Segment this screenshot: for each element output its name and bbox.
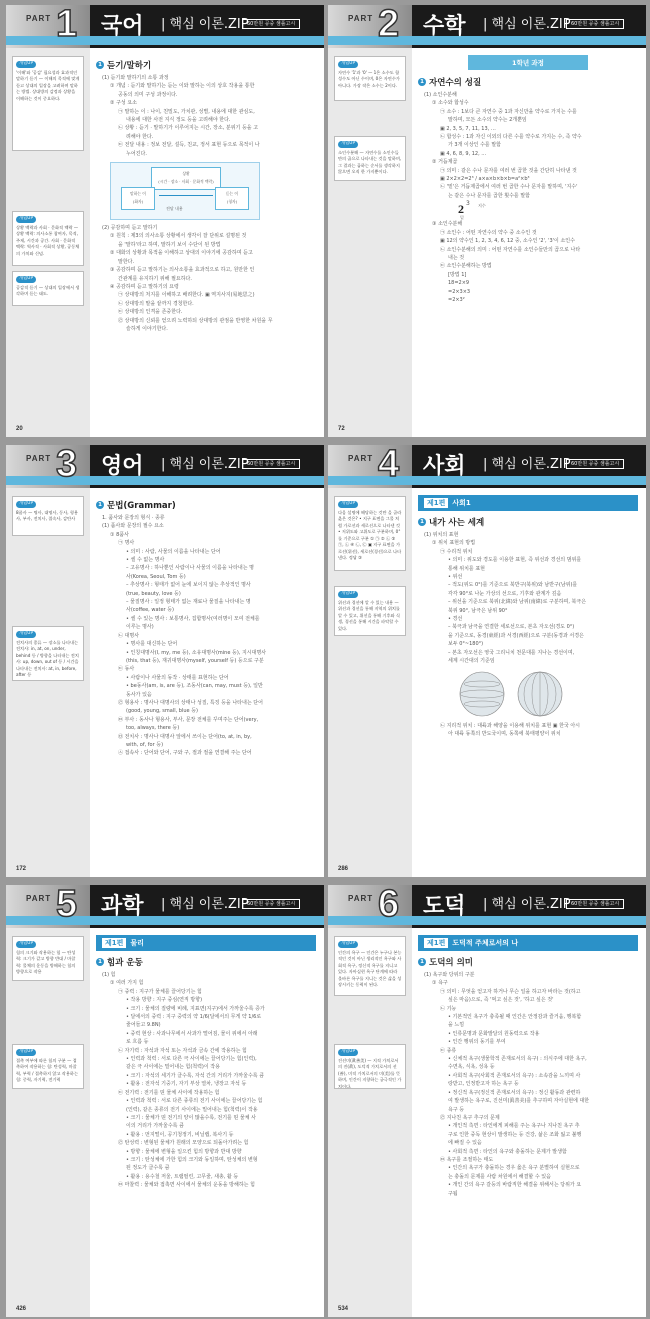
heading-number: 1 bbox=[418, 958, 426, 966]
text-line: 구됨 bbox=[448, 1190, 458, 1197]
exam-tag: 60만원 공중 샘플고시 bbox=[242, 19, 300, 29]
text-line: ③ 공감하며 듣고 말하기는 의사소통을 효과적으로 하고, 원만한 인 bbox=[110, 267, 255, 274]
concept-box bbox=[334, 136, 406, 181]
text-line: • 사람이나 사물의 동작 · 상태를 표현하는 단어 bbox=[126, 674, 229, 681]
chapter-key: 제1편 bbox=[424, 498, 448, 508]
diagram-content: 전달 내용 bbox=[166, 206, 183, 212]
text-line: 이루는 명사) bbox=[126, 624, 154, 631]
text-line: • 사회적 측면 : 타인의 욕구와 충돌하는 문제가 발생함 bbox=[448, 1148, 567, 1155]
text-line: • 인류문명과 문화발달의 원동력으로 작용 bbox=[448, 1030, 540, 1037]
concept-box bbox=[12, 56, 84, 151]
text-line: ㉢ 종류 bbox=[440, 1047, 457, 1054]
text-line: ㉤ 욕구를 조절하는 태도 bbox=[440, 1156, 494, 1163]
concept-text: '이해'와 '공감' 필요성과 효과적인 말하기 듣기 — 이해의 목적에 맞게 듣고 상대의 입장을 고려하며 말하는 방법. 상대방의 감정과 상황을 이해하는 것이 중요하다. bbox=[16, 69, 80, 101]
part-number: 5 bbox=[56, 885, 78, 925]
text-line: 동사가 있음 bbox=[126, 691, 152, 698]
page-header bbox=[328, 885, 646, 928]
text-line: – 본초 자오선은 영국 그리니치 천문대를 지나는 경선이며, bbox=[448, 649, 575, 656]
part-label: PART bbox=[26, 454, 52, 463]
concept-label: 개념UP bbox=[16, 216, 36, 223]
text-line: ㉡ 소인수분해의 의미 : 어떤 자연수를 소인수들만의 곱으로 나타 bbox=[440, 246, 581, 253]
heading bbox=[418, 956, 638, 968]
text-line: 욕구 등 bbox=[448, 1106, 465, 1113]
page-body bbox=[418, 935, 638, 1198]
chapter-bar bbox=[418, 495, 638, 511]
text-line: 1. 품사와 문장의 형식 · 종류 bbox=[102, 515, 165, 521]
page-number: 72 bbox=[338, 426, 345, 432]
heading-text: 내가 사는 세계 bbox=[429, 518, 485, 528]
text-line: • 셀 수 있는 명사 : 보통명사, 집합명사(여러명이 모여 전체를 bbox=[126, 615, 260, 622]
page-body bbox=[418, 495, 638, 738]
chapter-bar bbox=[418, 935, 638, 951]
exam-tag: 60만원 공중 샘플고시 bbox=[242, 459, 300, 469]
margin-column bbox=[328, 928, 412, 1317]
text-line: • 인간의 욕구가 충돌하는 경우 옳은 욕구 분별하여 실현으로 bbox=[448, 1165, 580, 1172]
concept-label: 개념UP bbox=[16, 276, 36, 283]
part-label: PART bbox=[348, 454, 374, 463]
concept-box bbox=[12, 1044, 84, 1089]
text-line: ㉢ 동사 bbox=[118, 666, 135, 673]
concept-label: 개념UP bbox=[338, 1049, 358, 1056]
subject-title: 도덕 bbox=[423, 894, 466, 919]
text-line: ㉠ 소인수 : 어떤 자연수의 약수 중 소수인 것 bbox=[440, 229, 537, 236]
heading-number: 1 bbox=[418, 78, 426, 86]
text-line: [방법 1] bbox=[448, 271, 467, 278]
heading-number: 1 bbox=[96, 958, 104, 966]
heading-text: 문법(Grammar) bbox=[107, 501, 176, 511]
header-accent-bar bbox=[6, 36, 324, 45]
text-line: • 크기 : 물체가 띤 전기의 양이 많을수록, 전기를 띤 물체 사 bbox=[126, 1114, 256, 1121]
text-line: 아 대륙 동쪽의 반도국이며, 동쪽에 북태평양이 위치 bbox=[448, 730, 561, 737]
text-line: 보두 0°~180°) bbox=[448, 641, 484, 648]
concept-box bbox=[12, 271, 84, 306]
text-line: • 명사를 대신하는 단어 bbox=[126, 641, 178, 648]
text-line: ① 욕구 bbox=[432, 980, 448, 987]
text-line: (true, beauty, love 등) bbox=[126, 590, 181, 597]
exam-tag: 60만원 공중 샘플고시 bbox=[566, 19, 624, 29]
concept-text: 소인수분해 — 자연수를 소인수들만의 곱으로 나타내는 것을 말하며, 그 결과는 곱하는 순서를 생각하지 않으면 오직 한 가지뿐이다. bbox=[338, 149, 402, 174]
text-line: (2) 공감하며 듣고 말하기 bbox=[102, 225, 158, 232]
text-line: ㉥ 전치사 : 명사나 대명사 앞에서 쓰이는 단어(to, at, in, by, bbox=[118, 733, 252, 740]
page-header bbox=[328, 5, 646, 48]
text-line: ㉦ 접속사 : 단어와 단어, 구와 구, 절과 절을 연결해 주는 단어 bbox=[118, 750, 252, 757]
text-line: ㉡ '밑'은 거듭제곱에서 여러 번 곱한 수나 문자를 말하며, '지수' bbox=[440, 184, 578, 191]
text-line: • 크기 : 탄성체에 가한 힘의 크기와 동일하며, 탄성체의 변형 bbox=[126, 1156, 258, 1163]
diagram-arrow bbox=[159, 195, 213, 196]
text-line: 랑받고, 인정받고자 하는 욕구 등 bbox=[448, 1081, 519, 1088]
text-line: ㉠ 명사 bbox=[118, 540, 135, 547]
subject-title: 사회 bbox=[423, 454, 466, 479]
header-accent-bar bbox=[6, 916, 324, 925]
subject-title: 영어 bbox=[101, 454, 144, 479]
text-line: ▣ 2, 3, 5, 7, 11, 13, … bbox=[440, 125, 496, 132]
text-line: ㉠ 수리적 위치 bbox=[440, 548, 473, 555]
concept-label: 개념UP bbox=[16, 1049, 36, 1056]
concept-label: 개념UP bbox=[338, 591, 358, 598]
concept-text: 다음 설명에 해당하는 것만 을 골라 옳은 것은? • 지구 표면을 그물 처럼 가로선과 세로선으로 나타낸 것 • 저위도와 고위도로 구분하며, 0°를 기준으로 구분 ① ㉠ ② ㉡ ③ ㉠, ㉡ ④ ㉡, ㉢ ▣ 지구 표면을 가로선(위선), 세로선(경선)으로 나타낸다. 정답 ③ bbox=[338, 509, 402, 560]
text-line: 슬하게 이야기한다. bbox=[126, 325, 168, 332]
text-line: 같은 극 사이에는 밀어내는 힘(척력)이 작용 bbox=[126, 1064, 220, 1071]
text-line: ② 구성 요소 bbox=[110, 100, 137, 107]
text-line: • 개인적 측면 : 타인에게 피해를 주는 욕구나 지나친 욕구 추 bbox=[448, 1123, 580, 1130]
heading-text: 자연수의 성질 bbox=[429, 78, 482, 88]
text-line: ① 위치 표현의 방법 bbox=[432, 540, 476, 547]
concept-text: 상황 맥락과 사회 · 문화적 맥락 — 상황 맥락: 의사소통 참여자, 목적, 주제, 시간과 공간. 사회 · 문화적 맥락: 역사적 · 사회적 상황, 공동체의 가치와 신념. bbox=[16, 224, 80, 256]
text-line: ㉢ 상대방의 인격을 존중한다. bbox=[118, 309, 183, 316]
concept-box bbox=[334, 586, 406, 636]
text-line: ㉠ 의미 : 무엇을 얻고자 하거나 무슨 일을 하고자 바라는 것(하고 bbox=[440, 988, 581, 995]
text-line: 로 흐름 등 bbox=[126, 1039, 149, 1046]
page-body bbox=[418, 55, 638, 304]
text-line: ㉡ 지리적 위치 : 대륙과 해양을 이용해 위치를 표현 ▣ 한국 아시 bbox=[440, 722, 580, 729]
section-title: | 핵심 이론.ZIP bbox=[483, 897, 571, 912]
concept-label: 개념UP bbox=[16, 631, 36, 638]
communication-diagram bbox=[110, 162, 260, 220]
page-number: 20 bbox=[16, 426, 23, 432]
text-line: 줄어들고 9.8N) bbox=[126, 1022, 161, 1029]
subject-title: 국어 bbox=[101, 14, 144, 39]
text-line: 공동의 의미 구성 과정이다. bbox=[118, 91, 178, 98]
chapter-name: 사회1 bbox=[452, 499, 471, 507]
concept-text: 위선과 경선에 알 수 있는 내용 — 위선과 경선을 통해 지역의 위치를 알 수 있고, 위선을 통해 기후와 식생, 경선을 통해 시간을 파악할 수 있다. bbox=[338, 599, 400, 631]
section-title: | 핵심 이론.ZIP bbox=[161, 17, 249, 32]
exam-tag: 60만원 공중 샘플고시 bbox=[566, 459, 624, 469]
page-panel bbox=[6, 445, 324, 877]
text-line: ▣ 2×2×2=2³ / a×a×b×b×b=a²×b³ bbox=[440, 176, 530, 183]
heading-number: 1 bbox=[96, 61, 104, 69]
concept-box bbox=[12, 211, 84, 266]
text-line: 는 같은 수나 문자를 곱한 횟수를 말함 bbox=[448, 192, 530, 199]
text-line: (인력), 같은 종류의 전기 사이에는 밀어내는 힘(척력)이 작용 bbox=[126, 1106, 258, 1113]
diagram-listener bbox=[215, 187, 249, 210]
part-label: PART bbox=[348, 14, 374, 23]
text-line: • 의미 : 사람, 사물의 이름을 나타내는 단어 bbox=[126, 548, 221, 555]
text-line: ④ 공감하며 듣고 말하기의 요령 bbox=[110, 283, 179, 290]
text-line: • 활용 : 전자석 기중기, 자기 부상 열차, 냉장고 자석 등 bbox=[126, 1081, 247, 1088]
section-title: | 핵심 이론.ZIP bbox=[161, 897, 249, 912]
diagram-context bbox=[151, 167, 221, 190]
concept-box bbox=[334, 56, 406, 101]
text-line: ㉣ 지나친 욕구 추구의 문제 bbox=[440, 1114, 500, 1121]
concept-label: 개념UP bbox=[338, 141, 358, 148]
text-line: (1) 듣기와 말하기의 소통 과정 bbox=[102, 75, 169, 81]
concept-text: 진선미(眞善美) — 지적 가치로서의 진(眞), 도덕적 가치로서의 선(善), 미적 가치로서의 미(美)를 뜻하며, 인간이 지향하는 궁극적인 가치이다. bbox=[338, 1057, 402, 1089]
text-line: ① 원칙 : 제3의 의사소통 상황에서 생각이 잘 단위로 설명된 것 bbox=[110, 233, 247, 240]
page-panel bbox=[328, 445, 646, 877]
text-line: (1) 품사와 문장의 필수 요소 bbox=[102, 523, 164, 530]
page-number: 286 bbox=[338, 866, 349, 872]
exam-tag: 60만원 공중 샘플고시 bbox=[242, 899, 300, 909]
concept-text: 8품사 — 명사, 대명사, 동사, 형용사, 부사, 전치사, 접속사, 감탄사 bbox=[16, 509, 78, 521]
page-number: 534 bbox=[338, 1306, 349, 1312]
concept-text: 전치사의 종류 — 장소를 나타내는 전치사: in, at, on, under, behind 등 / 방향을 나타내는 전치사: up, down, out of 등 / 시간을 나타내는 전치사: at, in, before, after 등 bbox=[16, 639, 79, 677]
concept-text: 공감적 듣기 — 상대의 입장에서 생각하며 듣는 태도. bbox=[16, 284, 80, 296]
concept-text: 자연수 '1'과 '0' — 1은 소수도 합성수도 아닌 수이며, 0은 자연수가 아니다. 가장 작은 소수는 2이다. bbox=[338, 69, 400, 88]
text-line: 북위 90°, 남극은 남위 90° bbox=[448, 607, 508, 614]
text-line: 내는 것 bbox=[448, 254, 465, 261]
concept-label: 개념UP bbox=[338, 61, 358, 68]
concept-box bbox=[12, 496, 84, 536]
text-line: 통해 위치를 표현 bbox=[448, 565, 485, 572]
globe-latitude bbox=[458, 670, 506, 718]
text-line: • 위선 bbox=[448, 574, 463, 581]
text-line: 말한다. bbox=[118, 258, 135, 265]
diagram-speaker-sub: (화자) bbox=[132, 199, 144, 205]
page-body bbox=[96, 55, 316, 333]
chapter-key: 제1편 bbox=[424, 938, 448, 948]
text-line: ㉠ 상대방의 처지를 이해하고 배려한다. ▣ 역지사지(易地思之) bbox=[118, 292, 255, 299]
globe-figures bbox=[458, 670, 638, 718]
text-line: 수면욕, 식욕, 성욕 등 bbox=[448, 1064, 495, 1071]
text-line: 누어진다. bbox=[126, 150, 147, 157]
header-accent-bar bbox=[328, 476, 646, 485]
page-number: 172 bbox=[16, 866, 27, 872]
part-label: PART bbox=[348, 894, 374, 903]
concept-box bbox=[12, 936, 84, 981]
page-panel bbox=[6, 885, 324, 1317]
section-title: | 핵심 이론.ZIP bbox=[483, 17, 571, 32]
diagram-listener-label: 듣는 이 bbox=[225, 191, 239, 197]
text-line: • 개인 간의 욕구 갈등의 바람직한 해결을 위해서는 당위가 요 bbox=[448, 1182, 582, 1189]
text-line: • 인칭대명사(I, my, me 등), 소유대명사(mine 등), 지시대명사 bbox=[126, 649, 267, 656]
power-base: 2 bbox=[458, 202, 464, 217]
text-line: ① 여러 가지 힘 bbox=[110, 980, 144, 987]
text-line: 구로 인한 중독 현상이 발생하는 등 건강, 삶은 조화 잃고 불행 bbox=[448, 1131, 582, 1138]
concept-text: 접촉 여부에 따른 힘의 구분 — 접촉하여 작용하는 힘: 탄성력, 마찰력, 부력 / 접촉하지 않고 작용하는 힘: 중력, 자기력, 전기력 bbox=[16, 1057, 78, 1082]
text-line: ① 8품사 bbox=[110, 531, 129, 538]
concept-text: 인간의 욕구 — 인간은 누구나 본능적인 것이 아닌 생리적인 욕구와 사회적 욕구, 정신적 욕구를 지니고 있다. 자아실현 욕구 단계에 따라 올바른 욕구를 지니는 것은 삶을 성장시키는 동력이 된다. bbox=[338, 949, 402, 987]
power-base-label: 밑 bbox=[460, 215, 464, 221]
heading bbox=[96, 59, 316, 71]
chapter-name: 도덕적 주체로서의 나 bbox=[452, 939, 519, 947]
page-body bbox=[96, 495, 316, 758]
text-line: ② 거듭제곱 bbox=[432, 159, 458, 166]
margin-column bbox=[6, 488, 90, 877]
part-label: PART bbox=[26, 14, 52, 23]
text-line: (this, that 등), 재귀대명사(myself, yourself 등) 등으로 구분 bbox=[126, 657, 264, 664]
page-header bbox=[6, 445, 324, 488]
text-line: ㉢ 전달 내용 : 정보 전달, 설득, 친교, 정서 표현 등으로 목적이 나 bbox=[118, 142, 260, 149]
text-line: ▣ 12의 약수인 1, 2, 3, 4, 6, 12 중, 소수인 '2', '3'이 소인수 bbox=[440, 238, 575, 245]
concept-label: 개념UP bbox=[16, 61, 36, 68]
chapter-bar bbox=[96, 935, 316, 951]
text-line: ㉤ 부사 : 동사나 형용사, 부사, 문장 전체를 꾸며주는 단어(very, bbox=[118, 716, 259, 723]
text-line: – 물질명사 : 일정 형태가 없는 재료나 물질을 나타내는 명 bbox=[126, 599, 251, 606]
power-exponent-label: 지수 bbox=[478, 203, 486, 209]
text-line: • 의미 : 위도와 경도를 이용한 표현, 즉 위선과 경선의 범위를 bbox=[448, 557, 582, 564]
concept-label: 개념UP bbox=[16, 941, 36, 948]
text-line: 에 빠질 수 있음 bbox=[448, 1140, 482, 1147]
chapter-name: 물리 bbox=[130, 939, 144, 947]
concept-box bbox=[334, 936, 406, 996]
heading-text: 듣기/말하기 bbox=[107, 61, 152, 71]
text-line: • 기본적인 욕구가 충족될 때 인간은 안정감과 즐거움, 행복함 bbox=[448, 1014, 582, 1021]
page-number: 426 bbox=[16, 1306, 27, 1312]
text-line: ㉡ 상대방의 말을 끝까지 경청한다. bbox=[118, 300, 194, 307]
section-title: | 핵심 이론.ZIP bbox=[161, 457, 249, 472]
part-number: 2 bbox=[378, 5, 400, 45]
concept-label: 개념UP bbox=[16, 501, 36, 508]
text-line: 사(Korea, Seoul, Tom 등) bbox=[126, 573, 186, 580]
part-label: PART bbox=[26, 894, 52, 903]
text-line: – 추상명사 : 형태가 없어 눈에 보이지 않는 추상적인 명사 bbox=[126, 582, 251, 589]
text-line: 간관계를 유지하기 위해 필요하다. bbox=[118, 275, 192, 282]
power-figure bbox=[458, 200, 638, 221]
part-number: 1 bbox=[56, 5, 78, 45]
text-line: 내용에 대한 사전 지식 정도 등을 고려해야 한다. bbox=[126, 117, 231, 124]
text-line: ㉡ 자기력 : 자석과 자석 또는 자석과 금속 간에 작용하는 힘 bbox=[118, 1047, 247, 1054]
text-line: 된 정도가 클수록 큼 bbox=[126, 1165, 170, 1172]
margin-column bbox=[6, 48, 90, 437]
page-header bbox=[6, 5, 324, 48]
text-line: with, of, for 등) bbox=[126, 741, 164, 748]
heading-number: 1 bbox=[418, 518, 426, 526]
text-line: – 위선을 기준으로 북위(北緯)와 남위(南緯)로 구분하며, 북극은 bbox=[448, 599, 587, 606]
text-line: – 북극과 남극을 연결한 세로선으로, 본초 자오선(경도 0°) bbox=[448, 624, 575, 631]
page-panel bbox=[328, 885, 646, 1317]
text-line: =2×3² bbox=[448, 296, 465, 303]
text-line: • 인력과 척력 : 서로 다른 극 사이에는 끌어당기는 힘(인력), bbox=[126, 1056, 257, 1063]
text-line: • be동사(am, is, are 등), 조동사(can, may, must 등), 일반 bbox=[126, 683, 263, 690]
text-line: • 달에서의 중력 : 지구 중력의 약 1/6(달에서의 무게 약 1/6로 bbox=[126, 1014, 262, 1021]
text-line: (1) 위치의 표현 bbox=[424, 532, 459, 538]
text-line: 여 발생하는 욕구로, 진선미(眞善美)를 추구하며 자아실현에 대한 bbox=[448, 1098, 590, 1105]
text-line: 각각 90°로 나눈 가상의 선으로, 기후와 관계가 깊음 bbox=[448, 590, 562, 597]
diagram-speaker bbox=[121, 187, 155, 210]
subject-title: 수학 bbox=[423, 14, 466, 39]
text-line: (good, young, small, blue 등) bbox=[126, 708, 198, 715]
text-line: 는 충돌의 문제를 사람 차원에서 해결할 수 있음 bbox=[448, 1173, 551, 1180]
text-line: (1) 힘 bbox=[102, 972, 116, 978]
text-line: ㉠ 소수 : 1보다 큰 자연수 중 1과 자신만을 약수로 가지는 수를 bbox=[440, 108, 577, 115]
diagram-listener-sub: (청자) bbox=[226, 199, 238, 205]
diagram-context-label: 상황 bbox=[182, 171, 190, 177]
text-line: ㉣ 상대방의 신뢰를 얻으려 노력하되 상대방의 관점을 반영한 차원을 무 bbox=[118, 317, 273, 324]
concept-label: 개념UP bbox=[338, 501, 358, 508]
exam-tag: 60만원 공중 샘플고시 bbox=[566, 899, 624, 909]
text-line: ▣ 4, 6, 8, 9, 12, … bbox=[440, 150, 487, 157]
text-line: • 셀 수 없는 명사 bbox=[126, 557, 165, 564]
text-line: ① 소수와 합성수 bbox=[432, 100, 469, 107]
text-line: • 크기 : 물체의 질량에 비례, 지표면(지구)에서 가까울수록 증가 bbox=[126, 1005, 265, 1012]
text-line: • 방향 : 물체에 변형을 일으킨 힘의 방향과 반대 방향 bbox=[126, 1148, 242, 1155]
part-number: 6 bbox=[378, 885, 400, 925]
text-line: 싶은 마음)으로, 즉 '먹고 싶은 것', '하고 싶은 것' bbox=[448, 997, 554, 1004]
text-line: ② 대화의 상황과 목적을 이해하고 상대의 이야기에 공감하며 듣고 bbox=[110, 250, 253, 257]
grade-label: 1학년 과정 bbox=[468, 55, 588, 70]
concept-box bbox=[334, 1044, 406, 1089]
text-line: ㉣ 형용사 : 명사나 대명사의 상태나 성질, 특징 등을 나타내는 단어 bbox=[118, 699, 263, 706]
text-line: ㉡ 기능 bbox=[440, 1005, 457, 1012]
heading bbox=[96, 956, 316, 968]
text-line: (1) 욕구와 당위의 구분 bbox=[424, 972, 475, 978]
section-title: | 핵심 이론.ZIP bbox=[483, 457, 571, 472]
page-panel bbox=[328, 5, 646, 437]
text-line: – 적도(위도 0°)를 기준으로 북반구(북위)와 남반구(남위)를 bbox=[448, 582, 578, 589]
text-line: ㉡ 합성수 : 1과 자신 이외의 다른 수를 약수로 가지는 수, 즉 약수 bbox=[440, 134, 582, 141]
concept-label: 개념UP bbox=[338, 941, 358, 948]
diagram-context-sub: (시간 · 장소 · 사회 · 문화적 맥락) bbox=[158, 179, 214, 185]
page-body bbox=[96, 935, 316, 1190]
text-line: • 작용 방향 : 지구 중심(연직 방향) bbox=[126, 997, 203, 1004]
text-line: ㉣ 탄성력 : 변형된 물체가 원래의 모양으로 되돌아가려는 힘 bbox=[118, 1140, 249, 1147]
text-line: 가 3개 이상인 수를 말함 bbox=[448, 142, 502, 149]
concept-text: 힘의 크기와 작용하는 힘 — 탄성력: 크기가 같고 방향 반대 / 마찰력: 물체의 운동을 방해하는 힘의 방향으로 작용 bbox=[16, 949, 76, 974]
header-accent-bar bbox=[6, 476, 324, 485]
text-line: 려해야 한다. bbox=[126, 133, 154, 140]
text-line: ① 개념 : 듣기와 말하기는 듣는 이와 말하는 이의 상호 작용을 통한 bbox=[110, 83, 255, 90]
text-line: • 신체적 욕구(생물학적 존재로서의 욕구) : 의식주에 대한 욕구, bbox=[448, 1056, 587, 1063]
heading-number: 1 bbox=[96, 501, 104, 509]
heading bbox=[96, 499, 316, 511]
globe-longitude bbox=[516, 670, 564, 718]
text-line: 이의 거리가 가까울수록 큼 bbox=[126, 1123, 184, 1130]
page-panel bbox=[6, 5, 324, 437]
margin-column bbox=[6, 928, 90, 1317]
heading-text: 도덕의 의미 bbox=[429, 958, 474, 968]
subject-title: 과학 bbox=[101, 894, 144, 919]
text-line: (1) 소인수분해 bbox=[424, 92, 457, 98]
concept-box bbox=[334, 496, 406, 571]
power-exponent: 3 bbox=[466, 200, 470, 208]
text-line: • 정신적 욕구(정신적 존재로서의 욕구) : 정신 활동과 관련하 bbox=[448, 1089, 581, 1096]
text-line: 사(coffee, water 등) bbox=[126, 607, 174, 614]
text-line: too, always, there 등) bbox=[126, 725, 180, 732]
text-line: • 활용 : 먼지떨이, 공기청정기, 비닐랩, 복사기 등 bbox=[126, 1131, 234, 1138]
text-line: • 크기 : 자석의 세기가 클수록, 자석 간의 거리가 가까울수록 큼 bbox=[126, 1072, 265, 1079]
text-line: ㉠ 말하는 이 : 나이, 친밀도, 가치관, 성별, 내용에 대한 관심도, bbox=[118, 108, 255, 115]
margin-column bbox=[328, 488, 412, 877]
page-header bbox=[328, 445, 646, 488]
text-line: • 중력 현상 : 사과나무에서 사과가 떨어짐, 물이 위에서 아래 bbox=[126, 1030, 258, 1037]
text-line: 18=2×9 bbox=[448, 280, 470, 287]
text-line: • 사회적 욕구(사회적 존재로서의 욕구) : 소속감을 느끼며 사 bbox=[448, 1072, 581, 1079]
margin-column bbox=[328, 48, 412, 437]
part-number: 4 bbox=[378, 445, 400, 485]
part-number: 3 bbox=[56, 445, 78, 485]
text-line: • 인력과 척력 : 서로 다른 종류의 전기 사이에는 끌어당기는 힘 bbox=[126, 1098, 263, 1105]
diagram-speaker-label: 말하는 이 bbox=[130, 191, 146, 197]
header-accent-bar bbox=[328, 36, 646, 45]
text-line: 을 기준으로, 동경(東經)과 서경(西經)으로 구분(동경과 서경은 bbox=[448, 632, 584, 639]
text-line: 말하며, 모든 소수의 약수는 2개뿐임 bbox=[448, 117, 527, 124]
text-line: ㉤ 마찰력 : 물체와 접촉면 사이에서 물체의 운동을 방해하는 힘 bbox=[118, 1182, 255, 1189]
text-line: • 활용 : 용수철 저울, 트램펄린, 고무줄, 새총, 활 등 bbox=[126, 1173, 239, 1180]
text-line: ㉢ 전기력 : 전기를 띤 물체 사이에 작용하는 힘 bbox=[118, 1089, 220, 1096]
heading bbox=[418, 516, 638, 528]
page-header bbox=[6, 885, 324, 928]
text-line: 을 느낌 bbox=[448, 1022, 465, 1029]
heading bbox=[418, 76, 638, 88]
header-accent-bar bbox=[328, 916, 646, 925]
text-line: ㉠ 중력 : 지구가 물체를 끌어당기는 힘 bbox=[118, 988, 202, 995]
chapter-key: 제1편 bbox=[102, 938, 126, 948]
text-line: • 경선 bbox=[448, 616, 463, 623]
text-line: 을 '말하'라고 하며, 말하기 보이 수단이 된 방법 bbox=[118, 241, 221, 248]
text-line: ㉠ 의미 : 같은 수나 문자를 여러 번 곱한 것을 간단히 나타낸 것 bbox=[440, 167, 577, 174]
text-line: ③ 소인수분해 bbox=[432, 221, 463, 228]
text-line: • 인간 행위의 동기를 부여 bbox=[448, 1039, 506, 1046]
text-line: 세계 시간대의 기준임 bbox=[448, 658, 495, 665]
text-line: ㉡ 대명사 bbox=[118, 632, 140, 639]
text-line: =2×3×3 bbox=[448, 288, 471, 295]
text-line: – 고유명사 : 하나뿐인 사람이나 사물의 이름을 나타내는 명 bbox=[126, 565, 254, 572]
heading-text: 힘과 운동 bbox=[107, 958, 143, 968]
text-line: ㉡ 상황 : 듣기 · 말하기가 이루어지는 시간, 장소, 분위기 등을 고 bbox=[118, 125, 259, 132]
concept-box bbox=[12, 626, 84, 681]
text-line: ㉢ 소인수분해하는 방법 bbox=[440, 263, 492, 270]
